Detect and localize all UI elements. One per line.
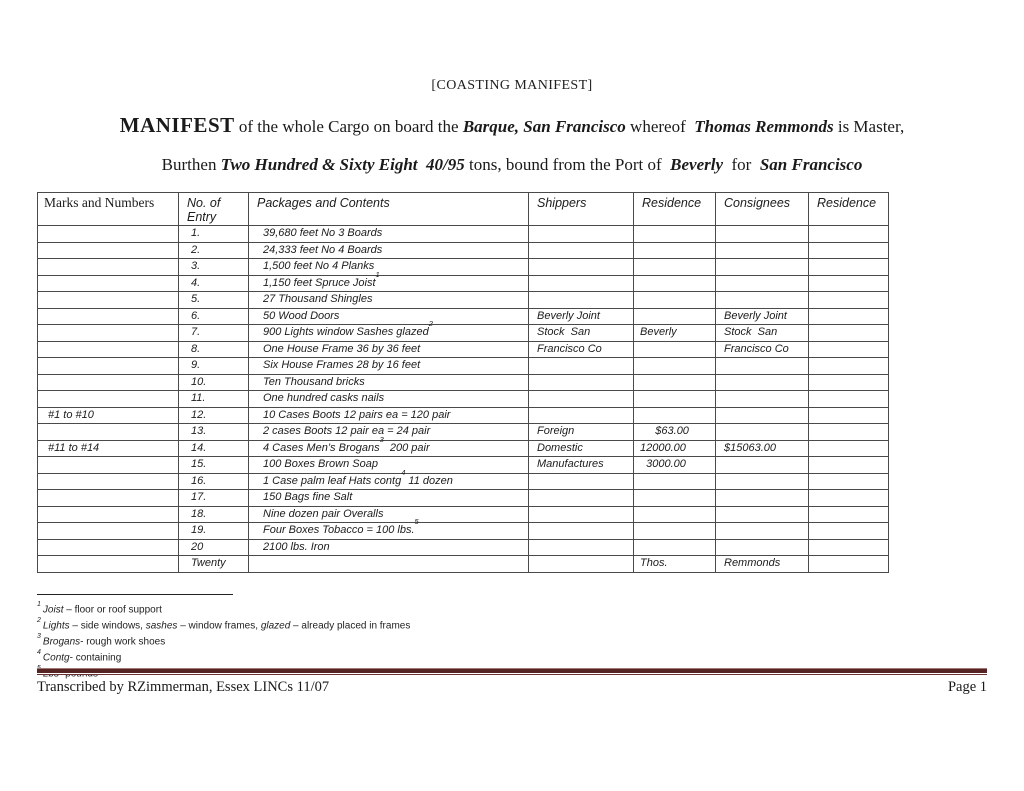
cell-marks	[38, 539, 179, 556]
footnote-text: - containing	[69, 652, 122, 664]
intro2-text: Burthen	[161, 155, 221, 174]
cell-marks	[38, 457, 179, 474]
cell-consignees	[716, 275, 809, 292]
table-row	[38, 374, 889, 391]
cell-entry-number: 20	[179, 539, 249, 556]
footnote-1	[37, 601, 637, 617]
contents-text: 2 cases Boots 12 pair ea = 24 pair	[263, 425, 431, 437]
cell-residence-2	[809, 358, 889, 375]
table-row	[38, 523, 889, 540]
cell-residence	[634, 275, 716, 292]
cell-entry-number: 9.	[179, 358, 249, 375]
table-row	[38, 308, 889, 325]
footnote-number: 1	[37, 601, 41, 608]
cell-entry-number: Twenty	[179, 556, 249, 573]
contents-text-after: 200 pair	[383, 441, 430, 454]
cell-shippers	[529, 473, 634, 490]
cell-packages-contents	[249, 374, 529, 391]
cell-packages-contents	[249, 358, 529, 375]
cell-shippers	[529, 259, 634, 276]
cell-residence-2	[809, 407, 889, 424]
cell-consignees	[716, 539, 809, 556]
contents-text: 50 Wood Doors	[263, 309, 340, 322]
cell-packages-contents	[249, 467, 529, 490]
table-row	[38, 440, 889, 457]
cell-packages-contents	[249, 242, 529, 259]
cell-shippers	[529, 358, 634, 375]
footnote-2	[37, 617, 637, 633]
cell-packages-contents	[249, 490, 529, 507]
footnote-reference: 4	[401, 467, 406, 477]
footnote-separator	[37, 594, 233, 595]
cell-shippers	[529, 490, 634, 507]
cell-shippers	[529, 523, 634, 540]
contents-text: Four Boxes Tobacco = 100 lbs.	[263, 524, 415, 536]
header-consignees: Consignees	[716, 193, 809, 226]
cell-residence-2	[809, 473, 889, 490]
footnote-term: sashes	[145, 620, 178, 632]
cell-packages-contents	[249, 391, 529, 408]
table-row	[38, 259, 889, 276]
footer-rule	[37, 668, 987, 675]
cell-residence-2	[809, 457, 889, 474]
cell-residence	[634, 506, 716, 523]
cell-entry-number: 10.	[179, 374, 249, 391]
contents-text: 900 Lights window Sashes glazed	[263, 326, 429, 338]
footnote-term: Contg	[42, 652, 70, 664]
manifest-word: MANIFEST	[119, 113, 235, 137]
manifest-intro-line1	[0, 113, 1024, 138]
footnote-reference: 1	[375, 269, 380, 279]
cell-shippers	[529, 539, 634, 556]
cell-residence-2	[809, 556, 889, 573]
cell-entry-number: 13.	[179, 424, 249, 441]
table-row	[38, 292, 889, 309]
footnote-text: – window frames,	[177, 620, 261, 632]
cell-consignees	[716, 457, 809, 474]
cell-shippers	[529, 391, 634, 408]
cell-residence-2	[809, 308, 889, 325]
cell-consignees: $15063.00	[716, 440, 809, 457]
contents-text: 100 Boxes Brown Soap	[263, 458, 378, 470]
cell-packages-contents	[249, 457, 529, 474]
header-residence: Residence	[634, 193, 716, 226]
vessel-name: Barque, San Francisco	[462, 117, 626, 136]
contents-text: 4 Cases Men’s Brogans	[263, 441, 380, 454]
cell-marks	[38, 506, 179, 523]
cell-consignees	[716, 358, 809, 375]
cell-residence-2	[809, 490, 889, 507]
contents-text: 1,150 feet Spruce Joist	[263, 276, 376, 289]
cell-consignees	[716, 424, 809, 441]
cell-marks	[38, 308, 179, 325]
cell-entry-number: 17.	[179, 490, 249, 507]
cell-residence	[634, 407, 716, 424]
cell-residence: 12000.00	[634, 440, 716, 457]
footnote-reference: 5	[414, 517, 419, 527]
cell-shippers	[529, 407, 634, 424]
table-row	[38, 325, 889, 342]
cell-shippers	[529, 292, 634, 309]
cell-consignees	[716, 523, 809, 540]
cell-entry-number: 2.	[179, 242, 249, 259]
cell-entry-number: 12.	[179, 407, 249, 424]
cell-marks	[38, 325, 179, 342]
cell-marks	[38, 358, 179, 375]
cell-shippers	[529, 374, 634, 391]
intro2-text2: tons, bound from the Port of	[464, 155, 671, 174]
intro1-text3: is Master,	[833, 117, 905, 136]
intro2-text3: for	[723, 155, 760, 174]
cell-residence-2	[809, 275, 889, 292]
cell-consignees	[716, 407, 809, 424]
cell-marks	[38, 473, 179, 490]
cargo-manifest-table	[37, 192, 889, 573]
cell-packages-contents	[249, 539, 529, 556]
cell-entry-number: 4.	[179, 275, 249, 292]
table-row	[38, 341, 889, 358]
cell-residence-2	[809, 523, 889, 540]
cell-packages-contents	[249, 308, 529, 325]
table-header-row	[38, 193, 889, 226]
cell-residence	[634, 391, 716, 408]
table-row	[38, 391, 889, 408]
cell-entry-number: 15.	[179, 457, 249, 474]
cell-residence-2	[809, 325, 889, 342]
contents-text: 2100 lbs. Iron	[263, 540, 330, 553]
cell-consignees	[716, 374, 809, 391]
cell-marks	[38, 523, 179, 540]
footnote-number: 2	[37, 617, 41, 625]
destination-port: San Francisco	[759, 155, 863, 174]
contents-text: 150 Bags fine Salt	[263, 491, 353, 503]
table-row	[38, 473, 889, 490]
cell-marks	[38, 556, 179, 573]
cell-packages-contents	[249, 407, 529, 424]
cell-residence	[634, 341, 716, 358]
table-row	[38, 506, 889, 523]
contents-text: Nine dozen pair Overalls	[263, 507, 384, 520]
table-row	[38, 490, 889, 507]
cell-entry-number: 5.	[179, 292, 249, 309]
cell-residence-2	[809, 391, 889, 408]
cell-shippers: Stock San	[529, 325, 634, 342]
table-row	[38, 457, 889, 474]
cell-residence	[634, 259, 716, 276]
contents-text: 39,680 feet No 3 Boards	[263, 227, 383, 239]
footnote-term: glazed	[260, 620, 291, 632]
cell-marks	[38, 490, 179, 507]
cell-residence-2	[809, 226, 889, 243]
cell-residence: Thos.	[634, 556, 716, 573]
cell-residence-2	[809, 440, 889, 457]
cell-consignees: Beverly Joint	[716, 308, 809, 325]
cell-shippers: Domestic	[529, 440, 634, 457]
cell-residence-2	[809, 259, 889, 276]
cell-marks: #11 to #14	[38, 440, 179, 457]
cell-marks	[38, 242, 179, 259]
cell-shippers: Manufactures	[529, 457, 634, 474]
intro1-text: of the whole Cargo on board the	[234, 117, 463, 136]
cell-entry-number: 1.	[179, 226, 249, 243]
contents-text: 1,500 feet No 4 Planks	[263, 260, 375, 272]
cell-packages-contents	[249, 292, 529, 309]
port-of-origin: Beverly	[670, 155, 723, 174]
cell-packages-contents	[249, 506, 529, 523]
footnote-number: 4	[37, 649, 41, 657]
cell-consignees	[716, 506, 809, 523]
contents-text: 27 Thousand Shingles	[263, 293, 373, 305]
cell-marks	[38, 341, 179, 358]
cell-consignees	[716, 490, 809, 507]
table-row	[38, 242, 889, 259]
cell-shippers	[529, 275, 634, 292]
cell-residence-2	[809, 242, 889, 259]
cell-marks	[38, 374, 179, 391]
contents-text-after: 11 dozen	[405, 474, 453, 487]
footnote-text: – floor or roof support	[63, 604, 162, 616]
manifest-intro-line2	[0, 155, 1024, 175]
cell-shippers	[529, 556, 634, 573]
cell-residence	[634, 490, 716, 507]
contents-text: 10 Cases Boots 12 pairs ea = 120 pair	[263, 408, 451, 421]
cell-packages-contents	[249, 517, 529, 540]
footnote-text: - rough work shoes	[80, 636, 166, 648]
contents-text: Ten Thousand bricks	[263, 375, 365, 388]
cell-residence	[634, 226, 716, 243]
cell-entry-number: 7.	[179, 325, 249, 342]
table-row	[38, 539, 889, 556]
cell-packages-contents	[249, 424, 529, 441]
page-number: Page 1	[947, 679, 987, 695]
cell-residence-2	[809, 539, 889, 556]
cell-residence-2	[809, 374, 889, 391]
cell-residence: Beverly	[634, 325, 716, 342]
cell-residence-2	[809, 292, 889, 309]
table-row	[38, 358, 889, 375]
cell-entry-number: 14.	[179, 440, 249, 457]
cell-entry-number: 3.	[179, 259, 249, 276]
cell-consignees: Remmonds	[716, 556, 809, 573]
cell-marks	[38, 275, 179, 292]
contents-text: 24,333 feet No 4 Boards	[263, 243, 383, 256]
footnote-3	[37, 633, 637, 649]
cell-shippers: Francisco Co	[529, 341, 634, 358]
header-packages-and-contents: Packages and Contents	[249, 193, 529, 226]
cell-packages-contents	[249, 341, 529, 358]
cell-marks	[38, 292, 179, 309]
cell-entry-number: 16.	[179, 473, 249, 490]
contents-text: 1 Case palm leaf Hats contg	[263, 474, 402, 487]
table-row	[38, 407, 889, 424]
cell-residence-2	[809, 424, 889, 441]
page-footer	[37, 679, 987, 696]
cell-packages-contents	[249, 269, 529, 292]
header-shippers: Shippers	[529, 193, 634, 226]
burthen-tons: Two Hundred & Sixty Eight 40/95	[220, 155, 465, 174]
cell-residence	[634, 473, 716, 490]
header-no-of-entry: No. of Entry	[179, 193, 249, 226]
cell-packages-contents	[249, 319, 529, 342]
footnote-term: Joist	[42, 604, 64, 616]
footnote-reference: 3	[379, 434, 384, 444]
transcription-credit: Transcribed by RZimmerman, Essex LINCs 11/07	[37, 679, 330, 695]
header-residence-2: Residence	[809, 193, 889, 226]
footnote-term: Brogans	[42, 636, 81, 648]
cell-marks: #1 to #10	[38, 407, 179, 424]
cell-entry-number: 8.	[179, 341, 249, 358]
footnote-term: Lights	[42, 620, 70, 632]
cell-packages-contents	[249, 259, 529, 276]
table-row	[38, 424, 889, 441]
cell-consignees	[716, 473, 809, 490]
cell-shippers	[529, 242, 634, 259]
cell-consignees	[716, 226, 809, 243]
footnote-number: 3	[37, 633, 41, 641]
table-row	[38, 275, 889, 292]
cell-marks	[38, 391, 179, 408]
contents-text: One House Frame 36 by 36 feet	[263, 342, 421, 355]
cell-consignees	[716, 242, 809, 259]
cell-shippers: Foreign	[529, 424, 634, 441]
contents-text: Six House Frames 28 by 16 feet	[263, 359, 421, 371]
cell-consignees	[716, 292, 809, 309]
cell-residence	[634, 358, 716, 375]
header-marks-and-numbers: Marks and Numbers	[38, 193, 179, 226]
contents-text: One hundred casks nails	[263, 392, 385, 404]
cell-residence	[634, 292, 716, 309]
cell-packages-contents	[249, 556, 529, 573]
cell-residence: 3000.00	[634, 457, 716, 474]
cell-consignees	[716, 391, 809, 408]
cell-consignees: Francisco Co	[716, 341, 809, 358]
cell-packages-contents	[249, 226, 529, 243]
cell-shippers: Beverly Joint	[529, 308, 634, 325]
cell-shippers	[529, 506, 634, 523]
cell-residence	[634, 308, 716, 325]
cell-residence: $63.00	[634, 424, 716, 441]
master-name: Thomas Remmonds	[694, 117, 834, 136]
cell-packages-contents	[249, 434, 529, 457]
cell-entry-number: 6.	[179, 308, 249, 325]
cell-residence-2	[809, 506, 889, 523]
cell-entry-number: 11.	[179, 391, 249, 408]
cell-residence	[634, 242, 716, 259]
cell-residence-2	[809, 341, 889, 358]
intro1-text2: whereof	[625, 117, 695, 136]
table-row	[38, 556, 889, 573]
footnote-text: – side windows,	[69, 620, 146, 632]
cell-marks	[38, 226, 179, 243]
cell-consignees: Stock San	[716, 325, 809, 342]
cell-shippers	[529, 226, 634, 243]
cell-entry-number: 19.	[179, 523, 249, 540]
footnote-reference: 2	[428, 319, 433, 329]
document-header-title: [COASTING MANIFEST]	[431, 78, 593, 93]
cell-residence	[634, 523, 716, 540]
cell-residence	[634, 374, 716, 391]
table-row	[38, 226, 889, 243]
footnote-4	[37, 649, 637, 665]
footnote-text: – already placed in frames	[290, 620, 411, 632]
cell-marks	[38, 259, 179, 276]
cell-residence	[634, 539, 716, 556]
cell-marks	[38, 424, 179, 441]
cell-consignees	[716, 259, 809, 276]
cell-entry-number: 18.	[179, 506, 249, 523]
